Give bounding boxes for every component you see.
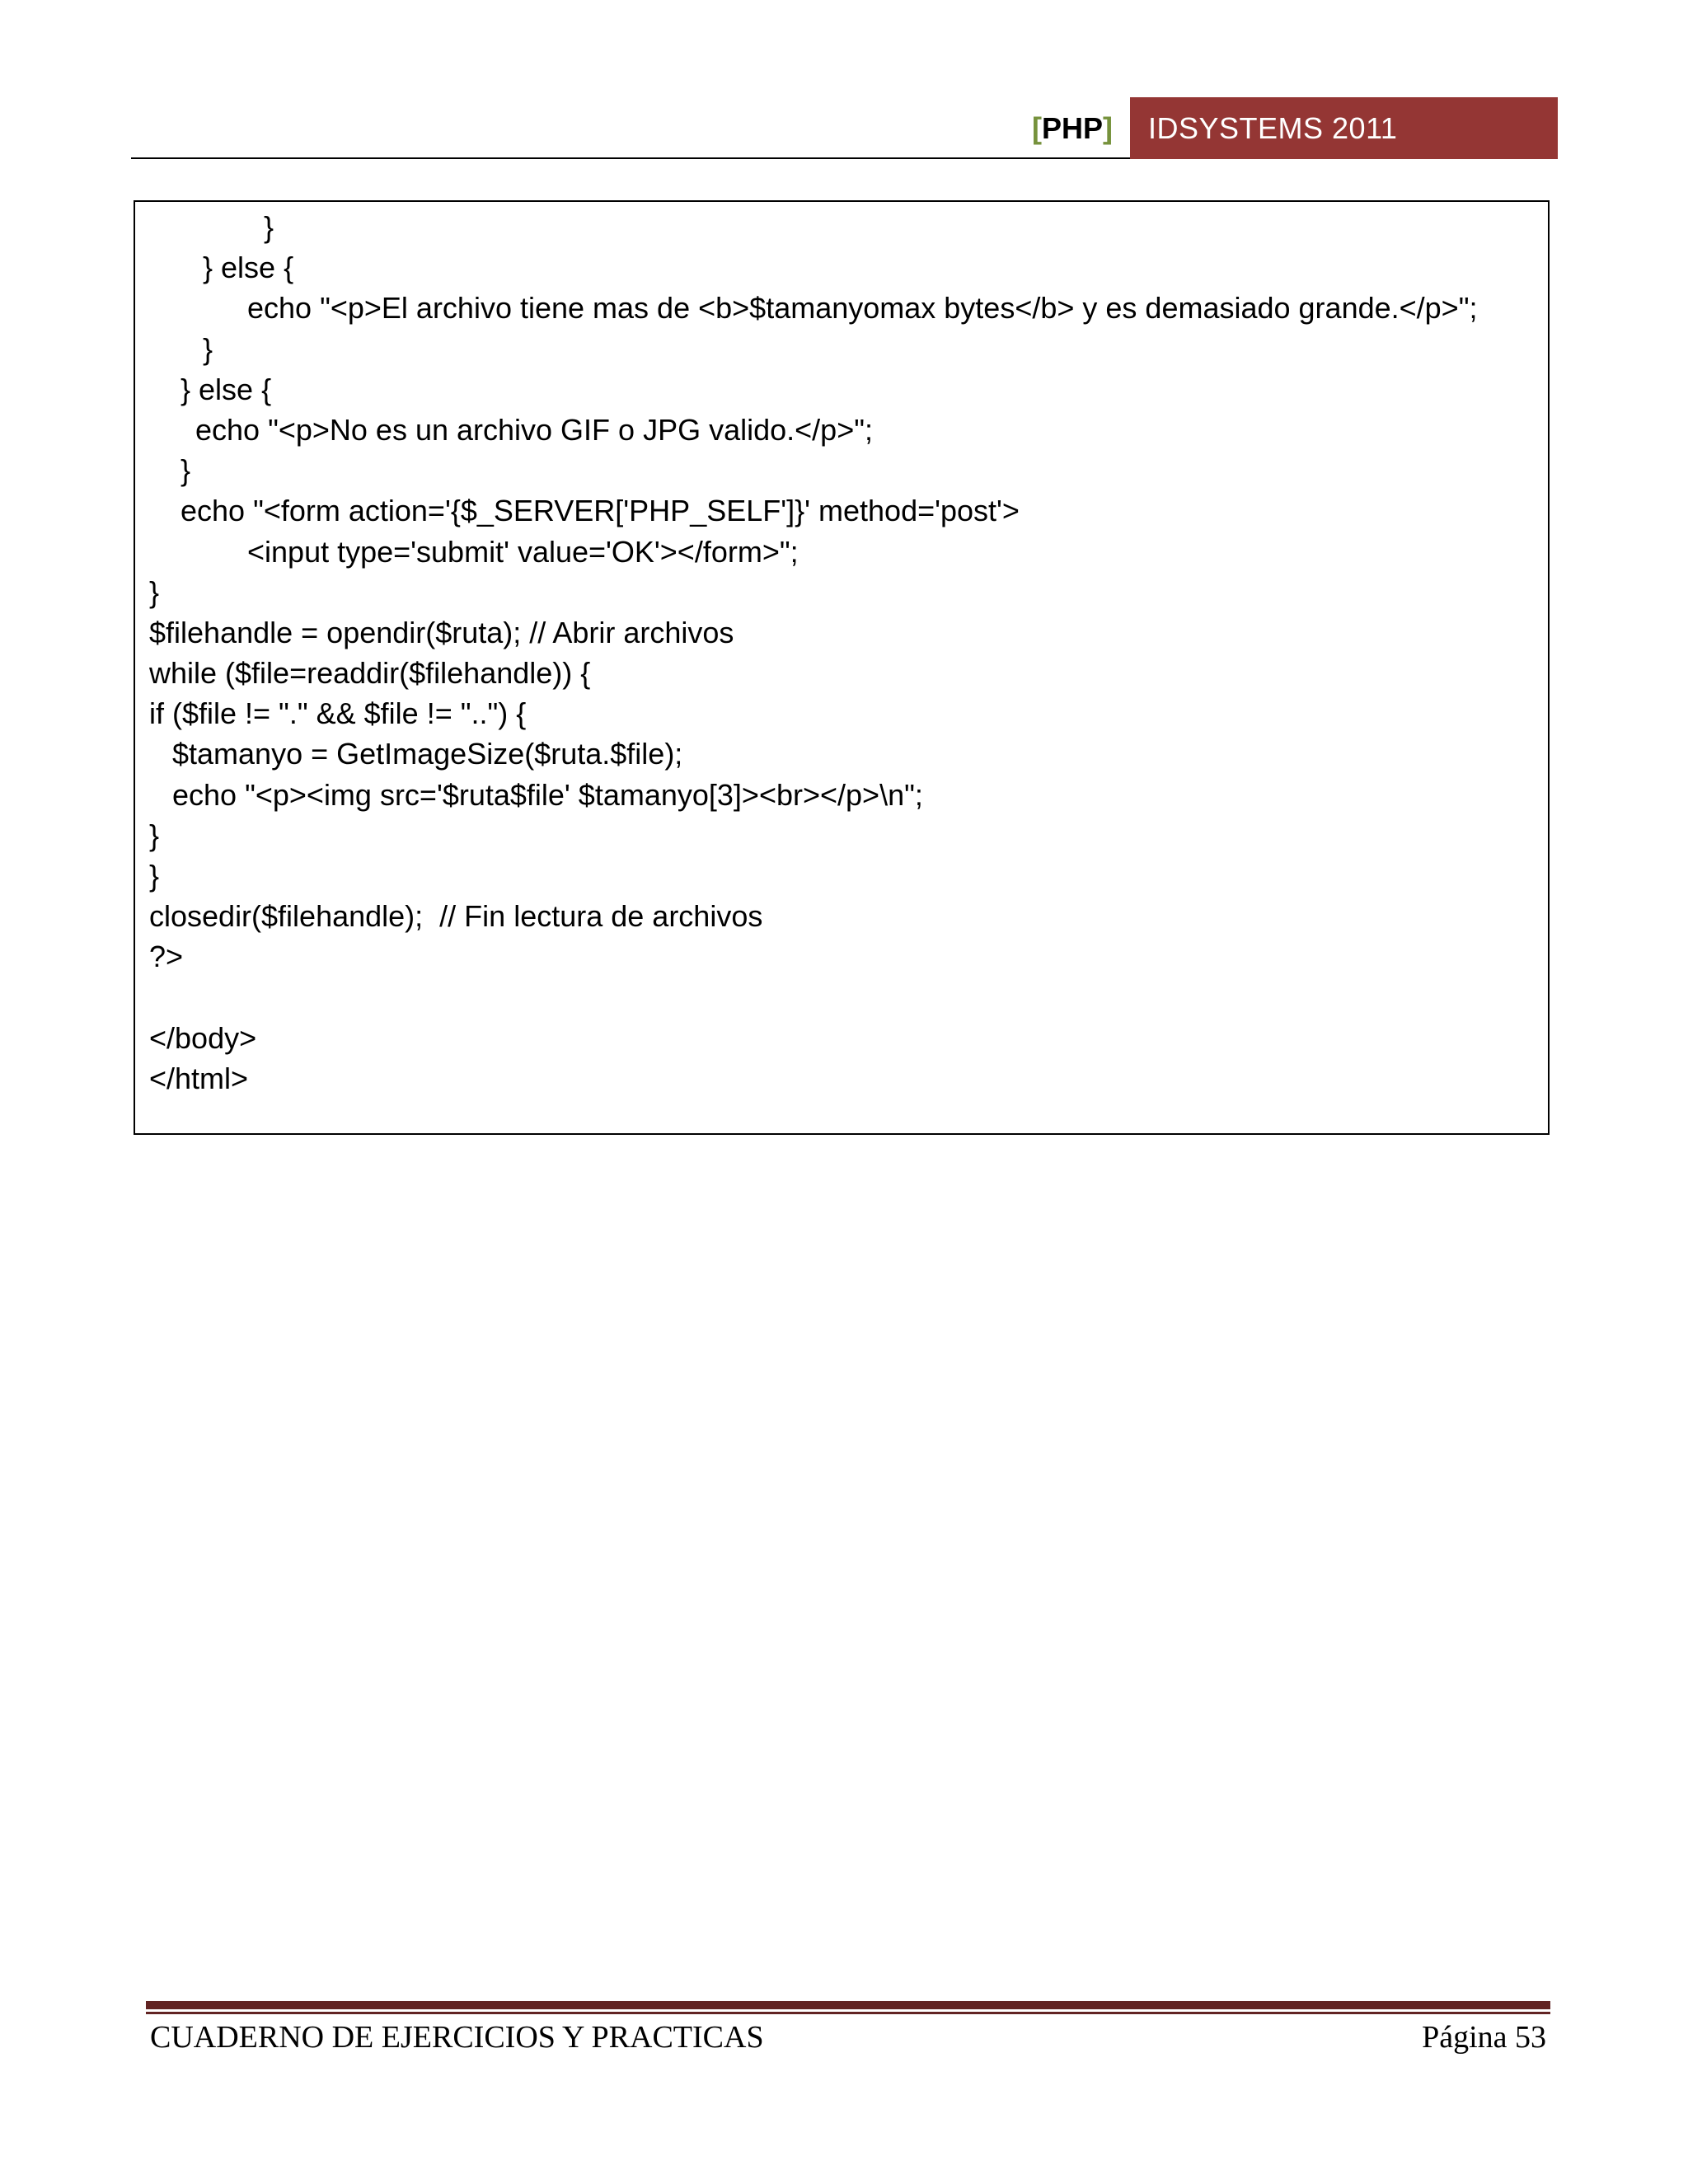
code-line: </body>	[149, 1020, 257, 1055]
footer-divider-thick	[146, 2001, 1550, 2009]
code-line: ?>	[149, 940, 184, 974]
code-line: <input type='submit' value='OK'></form>";	[247, 534, 799, 569]
code-line: } else {	[181, 372, 272, 406]
code-lines	[135, 207, 1548, 1099]
header-divider	[131, 157, 1130, 159]
code-line: echo "<form action='{$_SERVER['PHP_SELF']}' method='post'>	[181, 494, 1020, 528]
code-line: echo "<p>El archivo tiene mas de <b>$tamanyomax bytes</b> y es demasiado grande.</p>";	[247, 291, 1478, 326]
footer-page-number: Página 53	[1422, 2020, 1546, 2055]
code-listing-box	[134, 200, 1550, 1135]
code-line: $filehandle = opendir($ruta); // Abrir archivos	[149, 615, 734, 649]
bracket-close: ]	[1103, 111, 1113, 145]
footer-book-title: CUADERNO DE EJERCICIOS Y PRACTICAS	[150, 2020, 764, 2055]
code-line: }	[149, 574, 160, 609]
section-tag-text: PHP	[1041, 111, 1103, 145]
code-line: echo "<p>No es un archivo GIF o JPG valido.</p>";	[195, 412, 874, 447]
code-line: $tamanyo = GetImageSize($ruta.$file);	[172, 737, 683, 771]
code-line: }	[264, 210, 274, 244]
code-line: }	[149, 818, 160, 852]
header-section-tag	[1022, 107, 1113, 150]
code-line: echo "<p><img src='$ruta$file' $tamanyo[3]><br></p>\n";	[172, 777, 923, 812]
bracket-open: [	[1031, 111, 1042, 145]
code-line-blank	[135, 977, 1548, 1018]
header-banner: IDSYSTEMS 2011	[1130, 97, 1558, 159]
code-line: </html>	[149, 1061, 249, 1095]
code-line: }	[149, 859, 160, 893]
code-line: }	[181, 453, 191, 488]
code-line: if ($file != "." && $file != "..") {	[149, 696, 527, 731]
code-line: }	[203, 331, 213, 366]
code-line: while ($file=readdir($filehandle)) {	[149, 656, 591, 691]
code-line: } else {	[203, 251, 294, 285]
code-line: closedir($filehandle); // Fin lectura de archivos	[149, 899, 763, 934]
